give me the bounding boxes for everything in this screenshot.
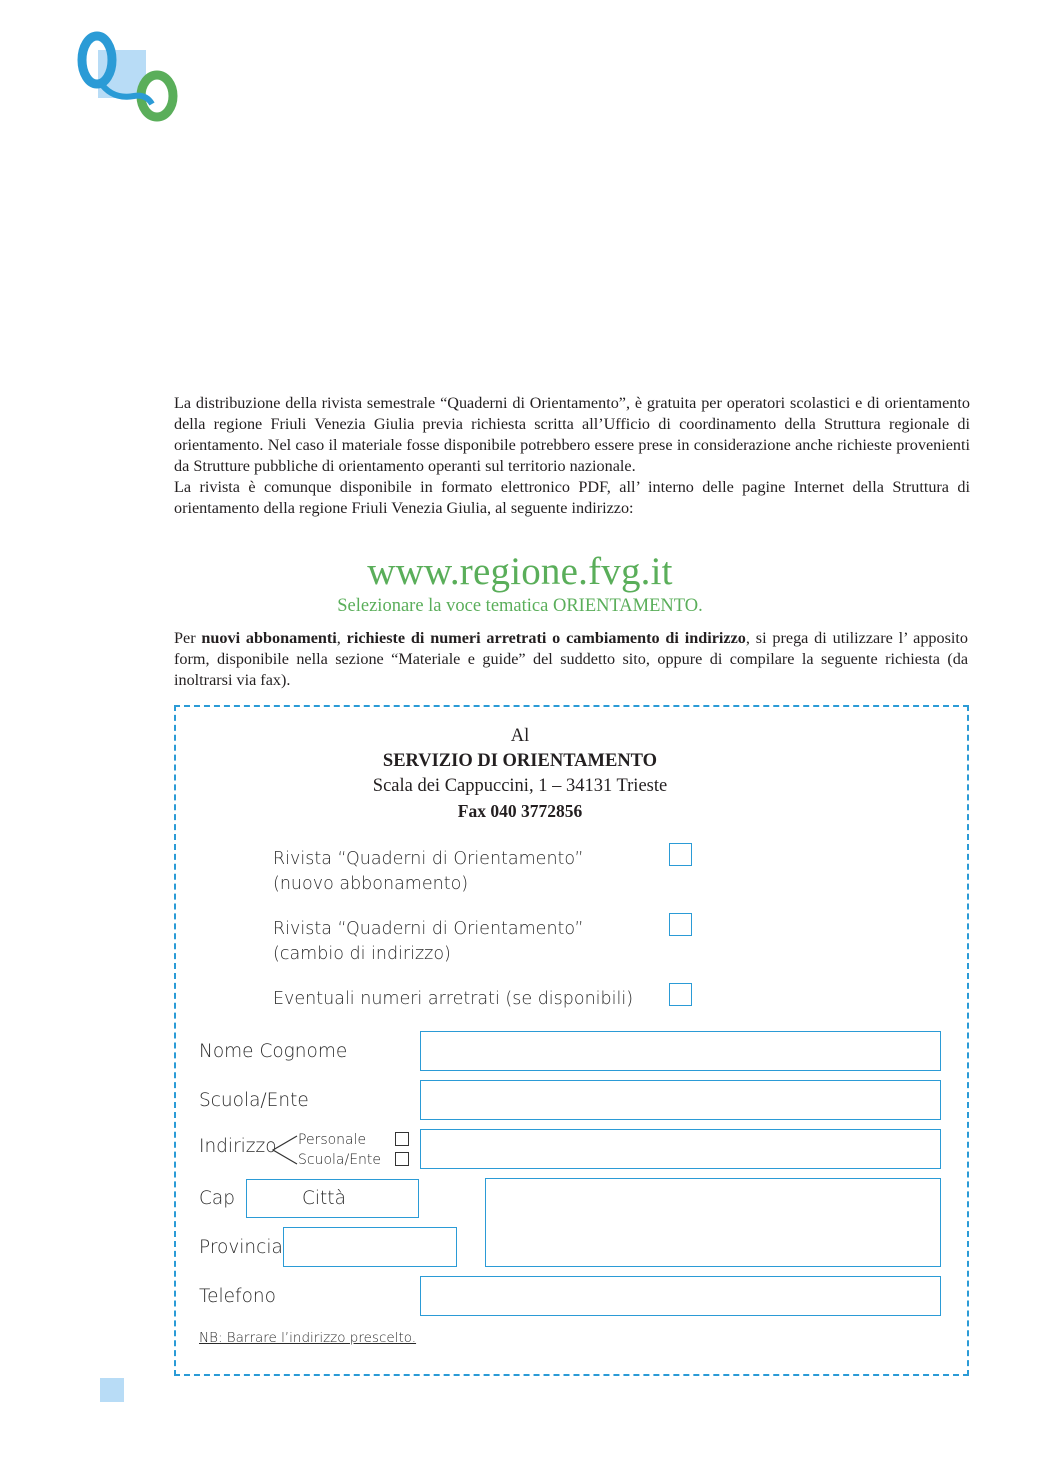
- request-text: [174, 628, 968, 691]
- city-label: Città: [302, 1188, 346, 1209]
- request-bold-back: richieste di numeri arretrati o cambiamento di indirizzo: [346, 629, 746, 647]
- province-field[interactable]: [283, 1227, 457, 1267]
- recipient-address: Scala dei Cappuccini, 1 – 34131 Trieste: [372, 776, 668, 796]
- address-label: Indirizzo: [199, 1136, 277, 1157]
- phone-field[interactable]: [420, 1276, 941, 1316]
- option-sublabel: (nuovo abbonamento): [273, 874, 469, 894]
- request-sep: ,: [336, 629, 347, 647]
- option-label: Eventuali numeri arretrati (se disponibili): [273, 989, 634, 1009]
- option-label: Rivista “Quaderni di Orientamento”: [273, 849, 584, 869]
- address-note: NB: Barrare l’indirizzo prescelto.: [199, 1330, 417, 1346]
- option-address-change: [273, 917, 584, 967]
- back-issues-checkbox[interactable]: [669, 983, 692, 1006]
- request-bold-new: nuovi abbonamenti: [201, 629, 337, 647]
- new-subscription-checkbox[interactable]: [669, 843, 692, 866]
- recipient-name: SERVIZIO DI ORIENTAMENTO: [382, 751, 658, 771]
- page-corner-marker: [100, 1378, 124, 1402]
- option-label: Rivista “Quaderni di Orientamento”: [273, 919, 584, 939]
- intro-paragraph-2: La rivista è comunque disponibile in formato elettronico PDF, all’ interno delle pagine Internet della Struttura di orientamento della regione Friuli Venezia Giulia, al seguente indirizzo:: [174, 478, 970, 517]
- school-address-checkbox[interactable]: [395, 1152, 409, 1166]
- intro-paragraph-1: La distribuzione della rivista semestrale “Quaderni di Orientamento”, è gratuita per operatori scolastici e di orientamento della regione Friuli Venezia Giulia previa richiesta scritta all’Ufficio di coordinamento della Struttura regionale di orientamento. Nel caso il materiale fosse disponibile potrebbero essere prese in considerazione anche richieste provenienti da Strutture pubbliche di orientamento operanti sul territorio nazionale.: [174, 394, 970, 475]
- recipient-al: Al: [510, 726, 530, 746]
- personal-label: Personale: [298, 1132, 367, 1148]
- option-new-subscription: [273, 847, 584, 897]
- name-label: Nome Cognome: [199, 1041, 348, 1062]
- option-sublabel: (cambio di indirizzo): [273, 944, 451, 964]
- address-field[interactable]: [420, 1129, 941, 1169]
- school-address-label: Scuola/Ente: [298, 1152, 382, 1168]
- cap-label: Cap: [199, 1188, 235, 1209]
- personal-address-checkbox[interactable]: [395, 1132, 409, 1146]
- website-instruction: Selezionare la voce tematica ORIENTAMENTO.: [337, 596, 703, 616]
- school-field[interactable]: [420, 1080, 941, 1120]
- request-prefix: Per: [174, 629, 202, 647]
- province-label: Provincia: [199, 1237, 283, 1258]
- school-label: Scuola/Ente: [199, 1090, 309, 1111]
- phone-label: Telefono: [199, 1286, 276, 1307]
- request-rest: , si prega di utilizzare l’ apposito form, disponibile nella sezione “Materiale e guide” del suddetto sito, oppure di compilare la seguente richiesta (da inoltrarsi via fax).: [174, 629, 969, 689]
- address-change-checkbox[interactable]: [669, 913, 692, 936]
- option-back-issues: [273, 987, 633, 1012]
- website-link[interactable]: www.regione.fvg.it: [367, 550, 673, 593]
- recipient-fax: Fax 040 3772856: [457, 801, 583, 821]
- qo-logo-icon: [72, 28, 182, 123]
- name-field[interactable]: [420, 1031, 941, 1071]
- city-field[interactable]: [485, 1178, 941, 1267]
- intro-text: [174, 393, 970, 519]
- address-bracket-icon: [271, 1132, 299, 1168]
